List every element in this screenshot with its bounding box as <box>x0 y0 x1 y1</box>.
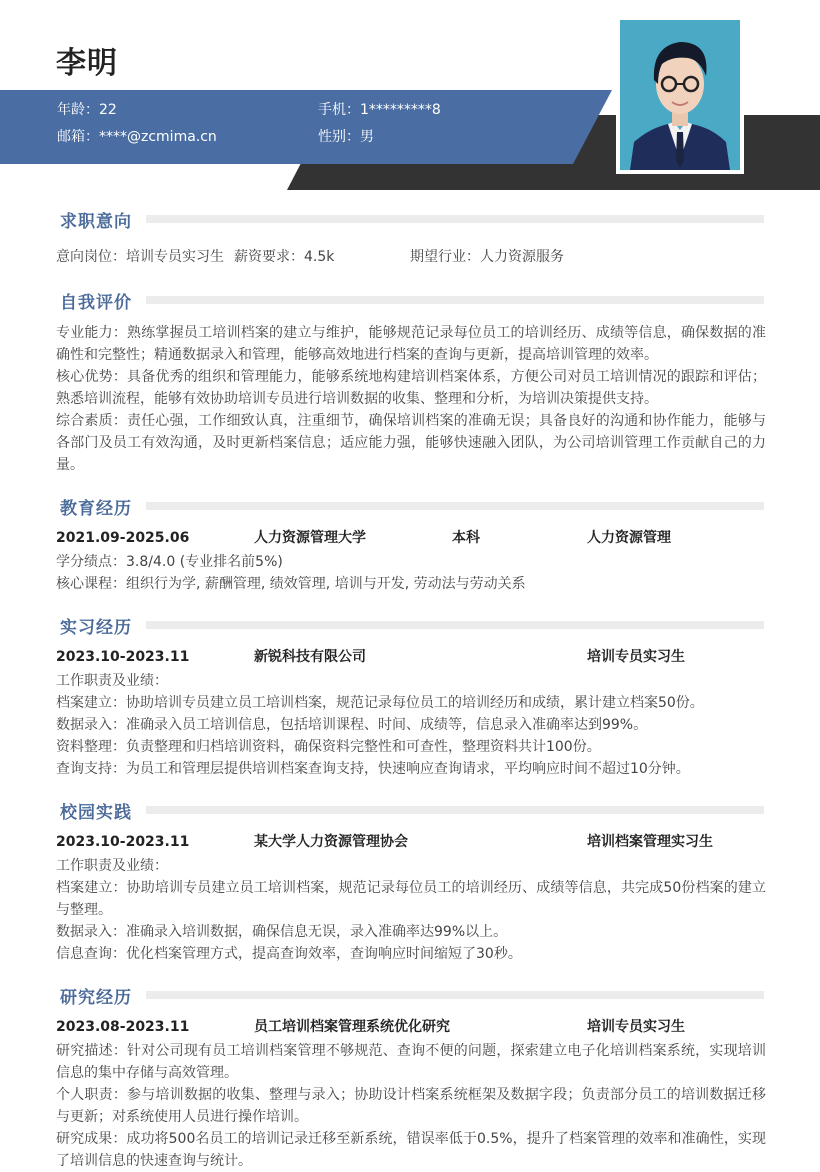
campus-item: 数据录入：准确录入培训数据，确保信息无误，录入准确率达99%以上。 <box>56 924 508 940</box>
section-divider <box>146 621 764 629</box>
info-email: 邮箱：****@zcmima.cn <box>57 129 217 145</box>
section-title: 校园实践 <box>60 802 132 823</box>
campus-org: 某大学人力资源管理协会 <box>254 834 408 850</box>
self-eval-professional: 专业能力：熟练掌握员工培训档案的建立与维护，能够规范记录每位员工的培训经历、成绩等信息，确保数据的准确性和完整性；精通数据录入和管理，能够高效地进行档案的查询与更新，提高培训管理的效率。 <box>56 325 766 363</box>
research-project: 员工培训档案管理系统优化研究 <box>254 1019 450 1035</box>
internship-period: 2023.10-2023.11 <box>56 649 190 665</box>
research-role: 培训专员实习生 <box>587 1019 685 1035</box>
internship-item: 数据录入：准确录入员工培训信息，包括培训课程、时间、成绩等，信息录入准确率达到99%。 <box>56 717 648 733</box>
profile-photo <box>616 16 744 174</box>
internship-role: 培训专员实习生 <box>587 649 685 665</box>
self-eval-strengths: 核心优势：具备优秀的组织和管理能力，能够系统地构建培训档案体系，方便公司对员工培训情况的跟踪和评估；熟悉培训流程，能够有效协助培训专员进行培训数据的收集、整理和分析，为培训决策提供支持。 <box>56 369 766 407</box>
internship-item: 档案建立：协助培训专员建立员工培训档案，规范记录每位员工的培训经历和成绩，累计建立档案50份。 <box>56 695 704 711</box>
section-divider <box>146 215 764 223</box>
candidate-name: 李明 <box>56 46 118 81</box>
section-divider <box>146 806 764 814</box>
section-title: 实习经历 <box>60 617 132 638</box>
section-title: 教育经历 <box>60 498 132 519</box>
section-divider <box>146 991 764 999</box>
research-description: 研究描述：针对公司现有员工培训档案管理不够规范、查询不便的问题，探索建立电子化培训档案系统，实现培训信息的集中存储与高效管理。 <box>56 1043 766 1081</box>
education-courses: 核心课程：组织行为学, 薪酬管理, 绩效管理, 培训与开发, 劳动法与劳动关系 <box>56 576 526 592</box>
intent-position: 意向岗位：培训专员实习生 <box>56 249 224 265</box>
research-results: 研究成果：成功将500名员工的培训记录迁移至新系统，错误率低于0.5%，提升了档案管理的效率和准确性，实现了培训信息的快速查询与统计。 <box>56 1131 766 1169</box>
internship-duties-label: 工作职责及业绩： <box>56 673 168 689</box>
info-age: 年龄：22 <box>57 102 117 118</box>
section-divider <box>146 502 764 510</box>
info-gender: 性别：男 <box>318 129 374 145</box>
internship-item: 查询支持：为员工和管理层提供培训档案查询支持，快速响应查询请求，平均响应时间不超过10分钟。 <box>56 761 690 777</box>
section-title: 研究经历 <box>60 987 132 1008</box>
campus-role: 培训档案管理实习生 <box>587 834 713 850</box>
section-title: 求职意向 <box>60 211 132 232</box>
intent-salary: 薪资要求：4.5k <box>234 249 335 265</box>
research-responsibilities: 个人职责：参与培训数据的收集、整理与录入；协助设计档案系统框架及数据字段；负责部分员工的培训数据迁移与更新；对系统使用人员进行操作培训。 <box>56 1087 766 1125</box>
education-school: 人力资源管理大学 <box>254 530 366 546</box>
education-major: 人力资源管理 <box>587 530 671 546</box>
campus-period: 2023.10-2023.11 <box>56 834 190 850</box>
campus-duties-label: 工作职责及业绩： <box>56 858 168 874</box>
portrait-icon <box>620 20 740 170</box>
internship-company: 新锐科技有限公司 <box>254 649 366 665</box>
education-gpa: 学分绩点：3.8/4.0 (专业排名前5%) <box>56 554 283 570</box>
info-phone: 手机：1*********8 <box>318 102 441 118</box>
campus-item: 信息查询：优化档案管理方式，提高查询效率，查询响应时间缩短了30秒。 <box>56 946 522 962</box>
internship-item: 资料整理：负责整理和归档培训资料，确保资料完整性和可查性，整理资料共计100份。 <box>56 739 601 755</box>
education-degree: 本科 <box>452 530 480 546</box>
intent-industry: 期望行业：人力资源服务 <box>410 249 564 265</box>
section-divider <box>146 296 764 304</box>
section-title: 自我评价 <box>60 292 132 313</box>
campus-item: 档案建立：协助培训专员建立员工培训档案，规范记录每位员工的培训经历、成绩等信息，共完成50份档案的建立与整理。 <box>56 880 766 918</box>
education-period: 2021.09-2025.06 <box>56 530 190 546</box>
research-period: 2023.08-2023.11 <box>56 1019 190 1035</box>
self-eval-qualities: 综合素质：责任心强，工作细致认真，注重细节，确保培训档案的准确无误；具备良好的沟通和协作能力，能够与各部门及员工有效沟通，及时更新档案信息；适应能力强，能够快速融入团队，为公司培训管理工作贡献自己的力量。 <box>56 413 766 473</box>
